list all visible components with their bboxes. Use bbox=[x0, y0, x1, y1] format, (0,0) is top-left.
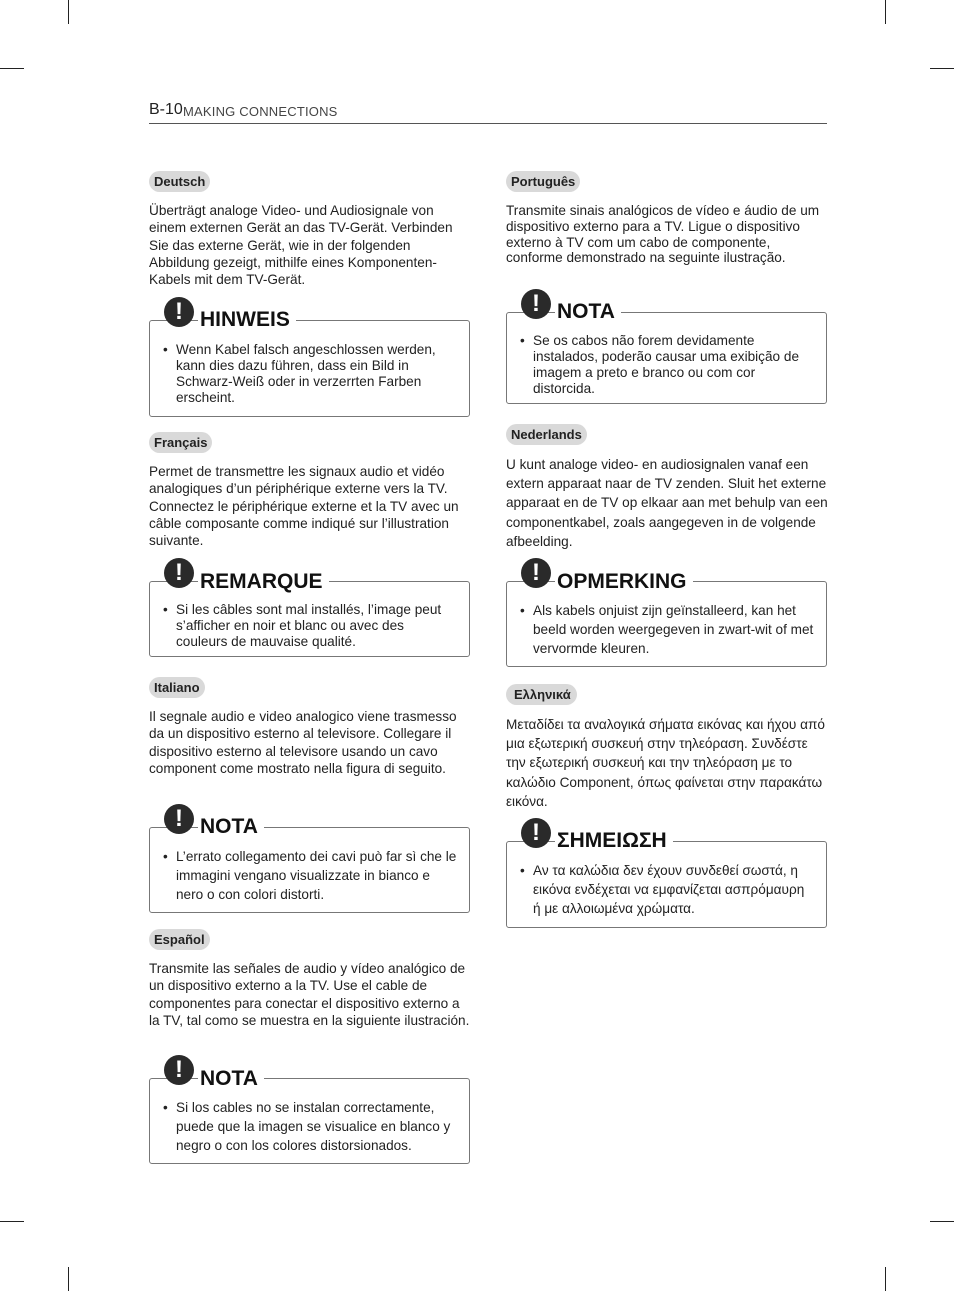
note-label: NOTA bbox=[555, 300, 621, 324]
exclamation-icon: ! bbox=[164, 1055, 194, 1085]
language-label: Español bbox=[149, 929, 210, 950]
note-label: REMARQUE bbox=[198, 570, 329, 594]
section-espanol bbox=[149, 929, 471, 1029]
section-portugues bbox=[506, 171, 828, 266]
crop-mark bbox=[930, 1221, 954, 1222]
note-item: • Wenn Kabel falsch angeschlossen werden, kann dies dazu führen, dass ein Bild in Schwarz-Weiß oder in verzerrten Farben erscheint. bbox=[163, 342, 458, 406]
section-italiano bbox=[149, 677, 471, 777]
section-ellinika bbox=[506, 684, 828, 811]
exclamation-icon: ! bbox=[164, 297, 194, 327]
crop-mark bbox=[930, 68, 954, 69]
language-label: Português bbox=[506, 171, 580, 192]
section-francais bbox=[149, 432, 471, 549]
note-label: HINWEIS bbox=[198, 308, 296, 332]
body-text: U kunt analoge video- en audiosignalen vanaf een extern apparaat naar de TV zenden. Sluit het externe apparaat en de TV op elkaar aan met behulp van een componentkabel, zoals aangegeven in de volgende afbeelding. bbox=[506, 457, 828, 549]
body-text: Il segnale audio e video analogico viene trasmesso da un dispositivo esterno al televisore. Collegare il dispositivo esterno al televisore usando un cavo component come mostrato nella figura di seguito. bbox=[149, 709, 457, 776]
section-nederlands bbox=[506, 424, 828, 551]
crop-mark bbox=[68, 0, 69, 24]
exclamation-icon: ! bbox=[164, 558, 194, 588]
language-label: Italiano bbox=[149, 677, 205, 698]
body-text: Permet de transmettre les signaux audio et vidéo analogiques d’un périphérique externe vers la TV. Connectez le périphérique externe et la TV avec un câble composante comme indiqué sur l’illustration suivante. bbox=[149, 464, 459, 549]
section-deutsch bbox=[149, 171, 471, 288]
body-text: Überträgt analoge Video- und Audiosignale von einem externen Gerät an das TV-Gerät. Verbinden Sie das externe Gerät, wie in der folgenden Abbildung gezeigt, mithilfe eines Komponenten-Kabels mit dem TV-Gerät. bbox=[149, 203, 453, 288]
note-item: • Als kabels onjuist zijn geïnstalleerd, kan het beeld worden weergegeven in zwart-wit of met vervormde kleuren. bbox=[520, 601, 815, 658]
exclamation-icon: ! bbox=[521, 558, 551, 588]
language-label: Ελληνικά bbox=[506, 684, 577, 705]
note-item: • L’errato collegamento dei cavi può far sì che le immagini vengano visualizzate in bianco e nero o con colori distorti. bbox=[163, 847, 458, 904]
page-header bbox=[149, 99, 827, 124]
exclamation-icon: ! bbox=[521, 289, 551, 319]
crop-mark bbox=[885, 1267, 886, 1291]
note-label: NOTA bbox=[198, 1067, 264, 1091]
note-item: • Si les câbles sont mal installés, l’image peut s’afficher en noir et blanc ou avec des couleurs de mauvaise qualité. bbox=[163, 602, 458, 650]
section-title: MAKING CONNECTIONS bbox=[183, 104, 338, 119]
crop-mark bbox=[68, 1267, 69, 1291]
note-francais bbox=[149, 558, 470, 658]
note-deutsch bbox=[149, 297, 470, 417]
note-espanol bbox=[149, 1055, 470, 1165]
language-label: Deutsch bbox=[149, 171, 210, 192]
page-number: B-10 bbox=[149, 101, 183, 118]
note-item: • Si los cables no se instalan correctamente, puede que la imagen se visualice en blanco y negro o con los colores distorsionados. bbox=[163, 1098, 458, 1155]
note-ellinika bbox=[506, 818, 827, 929]
note-item: • Αν τα καλώδια δεν έχουν συνδεθεί σωστά, η εικόνα ενδέχεται να εμφανίζεται ασπρόμαυρη ή με αλλοιωμένα χρώματα. bbox=[520, 861, 815, 918]
crop-mark bbox=[885, 0, 886, 24]
body-text: Transmite las señales de audio y vídeo analógico de un dispositivo externo a la TV. Use el cable de componentes para conectar el dispositivo externo a la TV, tal como se muestra en la siguiente ilustración. bbox=[149, 961, 470, 1028]
note-nederlands bbox=[506, 558, 827, 668]
note-italiano bbox=[149, 804, 470, 914]
note-label: ΣΗΜΕΙΩΣΗ bbox=[555, 829, 673, 853]
language-label: Français bbox=[149, 432, 212, 453]
note-label: NOTA bbox=[198, 815, 264, 839]
note-portugues bbox=[506, 289, 827, 405]
language-label: Nederlands bbox=[506, 424, 587, 445]
crop-mark bbox=[0, 68, 24, 69]
exclamation-icon: ! bbox=[164, 804, 194, 834]
crop-mark bbox=[0, 1221, 24, 1222]
body-text: Transmite sinais analógicos de vídeo e áudio de um dispositivo externo para a TV. Ligue o dispositivo externo à TV com um cabo de componente, conforme demonstrado na seguinte ilustração. bbox=[506, 203, 820, 266]
note-item: • Se os cabos não forem devidamente instalados, poderão causar uma exibição de imagem a preto e branco ou com cor distorcida. bbox=[520, 333, 815, 397]
note-label: OPMERKING bbox=[555, 570, 693, 594]
body-text: Μεταδίδει τα αναλογικά σήματα εικόνας και ήχου από μια εξωτερική συσκευή στην τηλεόραση. Συνδέστε την εξωτερική συσκευή και την τηλεόραση με το καλώδιο Component, όπως φαίνεται στην παρακάτω εικόνα. bbox=[506, 717, 825, 809]
exclamation-icon: ! bbox=[521, 818, 551, 848]
